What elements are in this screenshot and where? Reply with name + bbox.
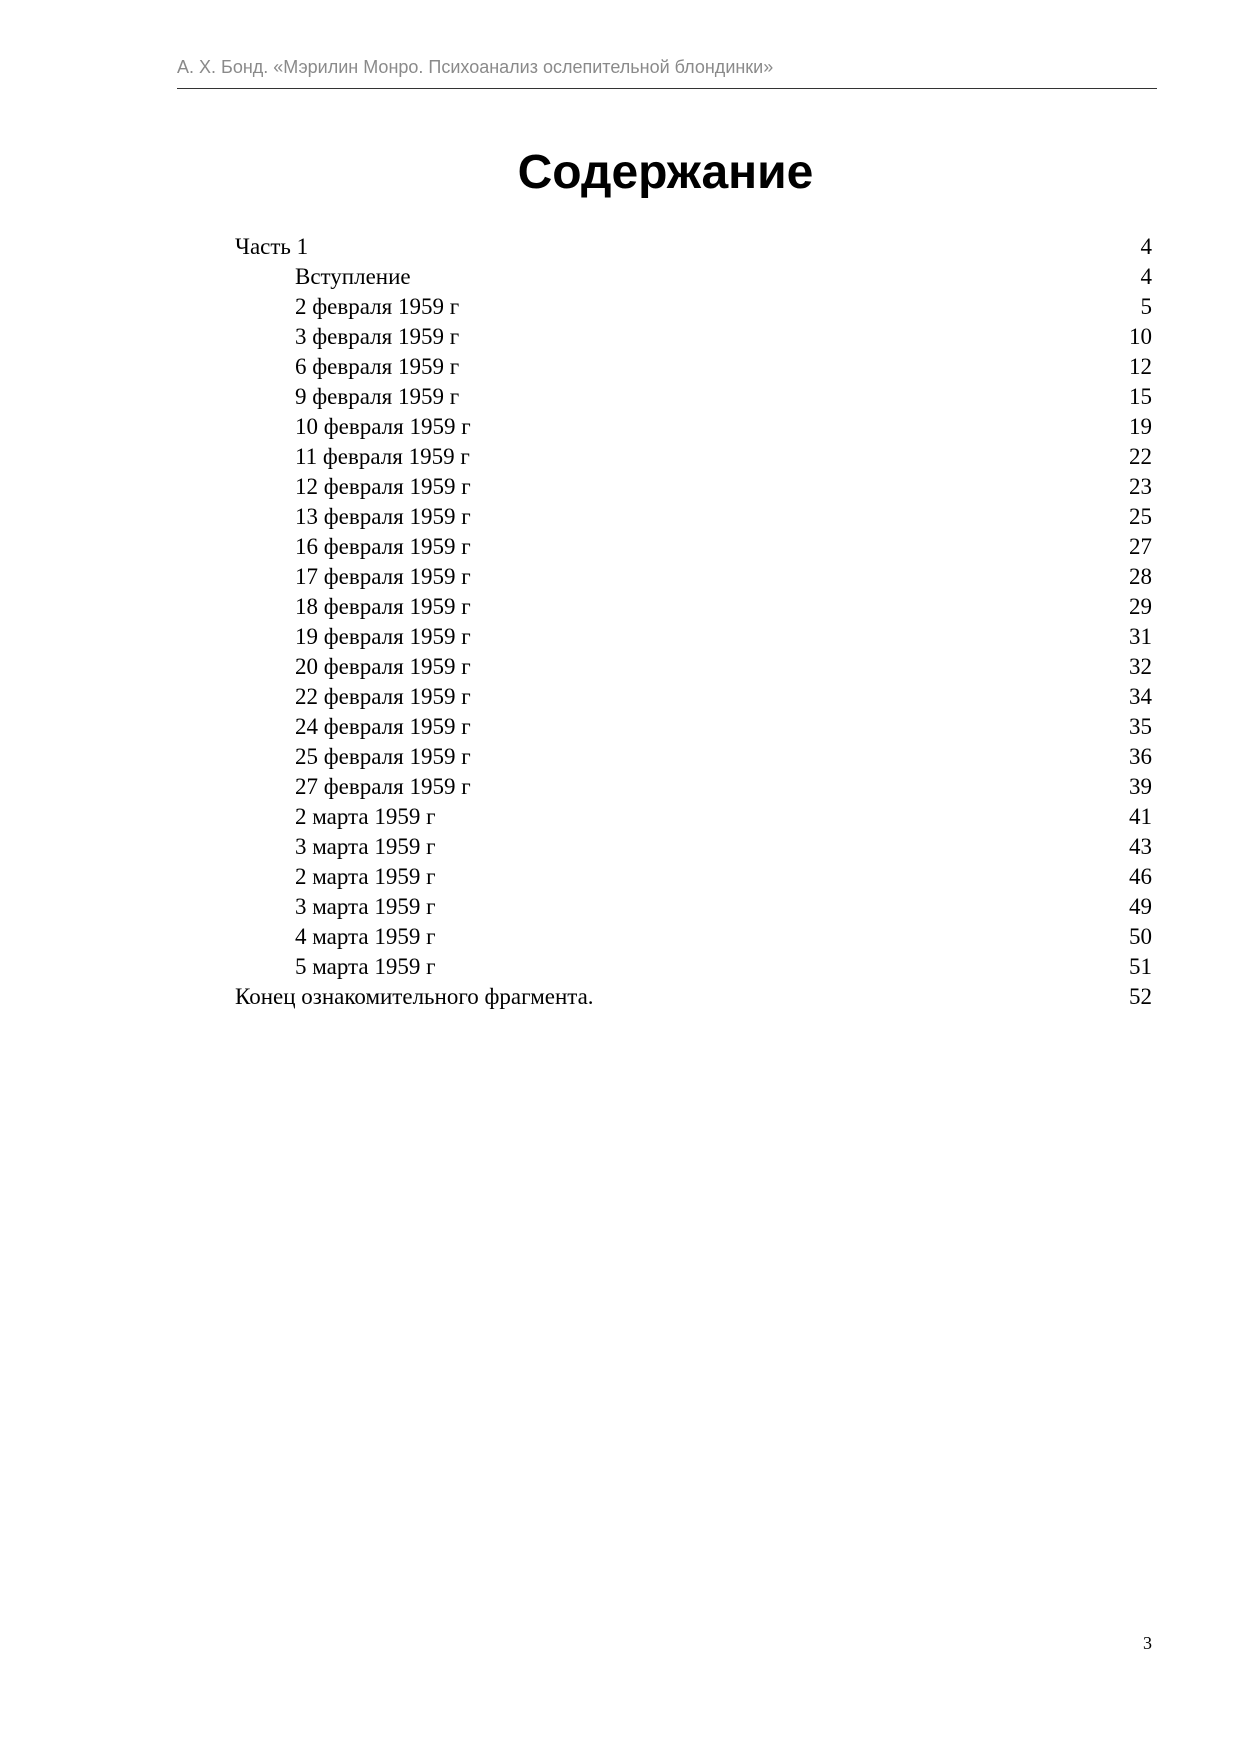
toc-entry-label: 17 февраля 1959 г [295,564,471,589]
toc-entry-label: 2 марта 1959 г [295,864,436,889]
toc-entry-label: 27 февраля 1959 г [295,774,471,799]
toc-entry[interactable] [235,952,1152,982]
toc-entry-page-number: 51 [1129,954,1152,979]
toc-entry[interactable] [235,682,1152,712]
toc-entry-label: 19 февраля 1959 г [295,624,471,649]
toc-entry[interactable] [235,652,1152,682]
toc-entry-label: 18 февраля 1959 г [295,594,471,619]
toc-entry-page-number: 27 [1129,534,1152,559]
toc-entry-page-number: 5 [1140,294,1152,319]
toc-entry-page-number: 31 [1129,624,1152,649]
toc-entry[interactable] [235,862,1152,892]
toc-entry-label: 9 февраля 1959 г [295,384,460,409]
toc-entry-label: 13 февраля 1959 г [295,504,471,529]
toc-entry-label: Конец ознакомительного фрагмента. [235,984,594,1009]
toc-entry-page-number: 41 [1129,804,1152,829]
toc-entry[interactable] [235,532,1152,562]
toc-entry[interactable] [235,712,1152,742]
toc-entry-page-number: 46 [1129,864,1152,889]
toc-entry-page-number: 50 [1129,924,1152,949]
toc-entry-label: 3 марта 1959 г [295,834,436,859]
toc-entry-label: 3 марта 1959 г [295,894,436,919]
toc-entry-label: 25 февраля 1959 г [295,744,471,769]
toc-entry-page-number: 22 [1129,444,1152,469]
toc-entry-page-number: 32 [1129,654,1152,679]
toc-entry[interactable] [235,502,1152,532]
toc-entry-page-number: 36 [1129,744,1152,769]
toc-entry-label: 11 февраля 1959 г [295,444,470,469]
toc-entry-page-number: 4 [1140,234,1152,259]
toc-entry-page-number: 12 [1129,354,1152,379]
toc-entry[interactable] [235,772,1152,802]
toc-entry-page-number: 15 [1129,384,1152,409]
toc-entry[interactable] [235,412,1152,442]
header-divider [177,88,1157,89]
toc-entry-page-number: 4 [1140,264,1152,289]
toc-entry[interactable] [235,832,1152,862]
toc-entry[interactable] [235,232,1152,262]
toc-entry-label: 3 февраля 1959 г [295,324,460,349]
toc-entry-label: 12 февраля 1959 г [295,474,471,499]
toc-entry-page-number: 39 [1129,774,1152,799]
toc-entry[interactable] [235,442,1152,472]
toc-entry[interactable] [235,292,1152,322]
toc-entry-label: 2 марта 1959 г [295,804,436,829]
toc-entry-label: 24 февраля 1959 г [295,714,471,739]
toc-entry[interactable] [235,472,1152,502]
toc-entry-page-number: 49 [1129,894,1152,919]
toc-entry[interactable] [235,922,1152,952]
toc-entry[interactable] [235,592,1152,622]
toc-entry-page-number: 25 [1129,504,1152,529]
table-of-contents [235,232,1152,1012]
toc-entry-label: 4 марта 1959 г [295,924,436,949]
toc-entry[interactable] [235,322,1152,352]
toc-entry[interactable] [235,382,1152,412]
toc-entry-page-number: 28 [1129,564,1152,589]
toc-entry-label: 6 февраля 1959 г [295,354,460,379]
running-header: А. Х. Бонд. «Мэрилин Монро. Психоанализ ослепительной блондинки» [177,57,774,77]
toc-entry-label: 2 февраля 1959 г [295,294,460,319]
toc-entry-page-number: 52 [1129,984,1152,1009]
toc-entry-page-number: 10 [1129,324,1152,349]
toc-entry-label: 5 марта 1959 г [295,954,436,979]
toc-entry-page-number: 34 [1129,684,1152,709]
toc-entry-page-number: 43 [1129,834,1152,859]
toc-entry[interactable] [235,802,1152,832]
page-title: Содержание [517,146,814,199]
toc-entry[interactable] [235,562,1152,592]
toc-entry-label: 20 февраля 1959 г [295,654,471,679]
toc-entry-page-number: 23 [1129,474,1152,499]
toc-entry-page-number: 29 [1129,594,1152,619]
toc-entry-label: 22 февраля 1959 г [295,684,471,709]
toc-entry[interactable] [235,742,1152,772]
page-number: 3 [1143,1633,1152,1653]
toc-entry-page-number: 19 [1129,414,1152,439]
toc-entry-label: 10 февраля 1959 г [295,414,471,439]
toc-entry-label: Часть 1 [235,234,309,259]
toc-entry-label: 16 февраля 1959 г [295,534,471,559]
toc-entry-label: Вступление [295,264,411,289]
toc-entry[interactable] [235,622,1152,652]
toc-entry[interactable] [235,892,1152,922]
toc-entry[interactable] [235,982,1152,1012]
toc-entry[interactable] [235,262,1152,292]
toc-entry[interactable] [235,352,1152,382]
toc-entry-page-number: 35 [1129,714,1152,739]
